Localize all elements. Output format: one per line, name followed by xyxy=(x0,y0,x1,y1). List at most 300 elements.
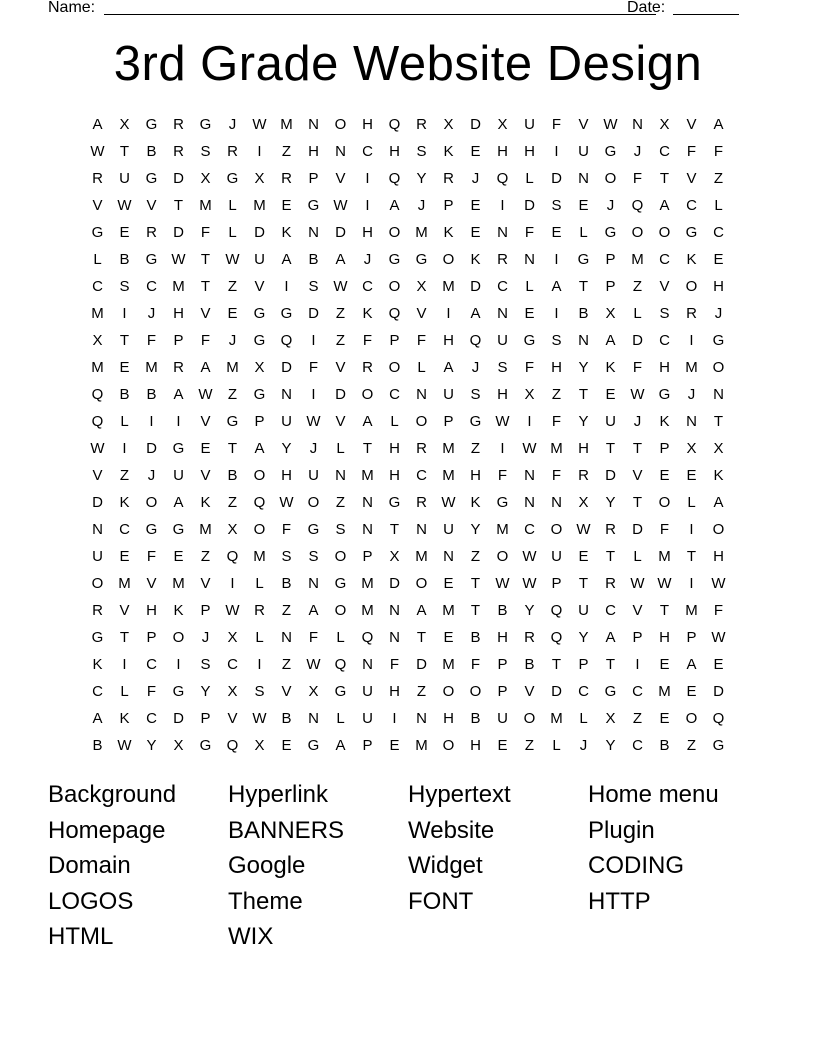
grid-letter[interactable]: K xyxy=(119,710,130,727)
grid-letter[interactable]: W xyxy=(90,143,105,160)
grid-letter[interactable]: Q xyxy=(712,710,725,727)
grid-letter[interactable]: C xyxy=(659,251,670,268)
grid-letter[interactable]: T xyxy=(173,197,184,214)
grid-letter[interactable]: X xyxy=(254,737,265,754)
grid-letter[interactable]: O xyxy=(91,575,104,592)
grid-letter[interactable]: I xyxy=(635,656,640,673)
grid-letter[interactable]: C xyxy=(146,656,157,673)
grid-letter[interactable]: F xyxy=(551,413,562,430)
grid-letter[interactable]: L xyxy=(228,197,237,214)
grid-letter[interactable]: J xyxy=(579,737,588,754)
grid-letter[interactable]: O xyxy=(685,710,698,727)
grid-letter[interactable]: O xyxy=(334,116,347,133)
grid-letter[interactable]: N xyxy=(497,224,508,241)
grid-letter[interactable]: A xyxy=(605,629,616,646)
grid-letter[interactable]: H xyxy=(362,116,373,133)
grid-letter[interactable]: V xyxy=(92,197,103,214)
grid-letter[interactable]: X xyxy=(254,170,265,187)
grid-letter[interactable]: I xyxy=(284,278,289,295)
grid-letter[interactable]: A xyxy=(389,197,400,214)
grid-letter[interactable]: R xyxy=(416,494,427,511)
grid-letter[interactable]: N xyxy=(551,494,562,511)
grid-letter[interactable]: I xyxy=(689,332,694,349)
grid-letter[interactable]: E xyxy=(173,548,184,565)
grid-letter[interactable]: I xyxy=(554,251,559,268)
grid-letter[interactable]: L xyxy=(228,224,237,241)
grid-letter[interactable]: X xyxy=(497,116,508,133)
grid-letter[interactable]: H xyxy=(497,143,508,160)
grid-letter[interactable]: H xyxy=(281,467,292,484)
grid-letter[interactable]: X xyxy=(443,116,454,133)
grid-letter[interactable]: K xyxy=(470,494,481,511)
grid-letter[interactable]: N xyxy=(524,494,535,511)
grid-letter[interactable]: N xyxy=(497,305,508,322)
grid-letter[interactable]: D xyxy=(173,710,184,727)
grid-letter[interactable]: A xyxy=(308,602,319,619)
grid-letter[interactable]: F xyxy=(470,656,481,673)
grid-letter[interactable]: D xyxy=(335,386,346,403)
grid-letter[interactable]: W xyxy=(603,116,618,133)
grid-letter[interactable]: M xyxy=(361,602,374,619)
grid-letter[interactable]: Z xyxy=(335,332,346,349)
grid-letter[interactable]: D xyxy=(470,116,481,133)
grid-letter[interactable]: L xyxy=(579,224,588,241)
grid-letter[interactable]: F xyxy=(281,521,292,538)
grid-letter[interactable]: Z xyxy=(227,494,238,511)
grid-letter[interactable]: Z xyxy=(335,305,346,322)
grid-letter[interactable]: X xyxy=(713,440,724,457)
grid-letter[interactable]: H xyxy=(362,224,373,241)
grid-letter[interactable]: N xyxy=(92,521,103,538)
grid-letter[interactable]: Y xyxy=(200,683,211,700)
grid-letter[interactable]: M xyxy=(199,197,212,214)
grid-letter[interactable]: O xyxy=(334,602,347,619)
grid-letter[interactable]: U xyxy=(173,467,184,484)
grid-letter[interactable]: U xyxy=(578,143,589,160)
grid-letter[interactable]: W xyxy=(522,548,537,565)
grid-letter[interactable]: D xyxy=(632,332,643,349)
grid-letter[interactable]: Q xyxy=(334,656,347,673)
grid-letter[interactable]: M xyxy=(280,116,293,133)
grid-letter[interactable]: J xyxy=(714,305,723,322)
grid-letter[interactable]: V xyxy=(146,575,157,592)
grid-letter[interactable]: O xyxy=(469,683,482,700)
grid-letter[interactable]: W xyxy=(225,251,240,268)
grid-letter[interactable]: S xyxy=(200,143,211,160)
grid-letter[interactable]: S xyxy=(308,548,319,565)
grid-letter[interactable]: A xyxy=(713,116,724,133)
grid-letter[interactable]: M xyxy=(226,359,239,376)
grid-letter[interactable]: B xyxy=(524,656,535,673)
grid-letter[interactable]: T xyxy=(632,440,643,457)
grid-letter[interactable]: L xyxy=(336,710,345,727)
grid-letter[interactable]: B xyxy=(308,251,319,268)
grid-letter[interactable]: U xyxy=(497,710,508,727)
grid-letter[interactable]: F xyxy=(416,332,427,349)
grid-letter[interactable]: X xyxy=(200,170,211,187)
grid-letter[interactable]: V xyxy=(335,170,346,187)
grid-letter[interactable]: P xyxy=(443,197,454,214)
grid-letter[interactable]: B xyxy=(578,305,589,322)
grid-letter[interactable]: D xyxy=(551,683,562,700)
grid-letter[interactable]: W xyxy=(306,656,321,673)
grid-letter[interactable]: G xyxy=(577,251,590,268)
grid-letter[interactable]: M xyxy=(253,197,266,214)
grid-letter[interactable]: T xyxy=(659,602,670,619)
grid-letter[interactable]: K xyxy=(443,143,454,160)
grid-letter[interactable]: Q xyxy=(280,332,293,349)
grid-letter[interactable]: P xyxy=(497,656,508,673)
grid-letter[interactable]: Q xyxy=(91,413,104,430)
grid-letter[interactable]: T xyxy=(119,629,130,646)
grid-letter[interactable]: E xyxy=(443,575,454,592)
grid-letter[interactable]: M xyxy=(172,278,185,295)
grid-letter[interactable]: Z xyxy=(281,602,292,619)
grid-letter[interactable]: N xyxy=(308,710,319,727)
grid-letter[interactable]: G xyxy=(199,737,212,754)
grid-letter[interactable]: C xyxy=(524,521,535,538)
grid-letter[interactable]: K xyxy=(443,224,454,241)
grid-letter[interactable]: W xyxy=(252,116,267,133)
grid-letter[interactable]: H xyxy=(713,278,724,295)
grid-letter[interactable]: C xyxy=(713,224,724,241)
grid-letter[interactable]: X xyxy=(605,710,616,727)
grid-letter[interactable]: F xyxy=(713,602,724,619)
grid-letter[interactable]: D xyxy=(389,575,400,592)
grid-letter[interactable]: M xyxy=(442,656,455,673)
grid-letter[interactable]: T xyxy=(200,278,211,295)
grid-letter[interactable]: F xyxy=(362,332,373,349)
grid-letter[interactable]: X xyxy=(119,116,130,133)
grid-letter[interactable]: M xyxy=(658,683,671,700)
grid-letter[interactable]: G xyxy=(469,413,482,430)
grid-letter[interactable]: M xyxy=(361,575,374,592)
grid-letter[interactable]: O xyxy=(604,170,617,187)
grid-letter[interactable]: B xyxy=(119,251,130,268)
grid-letter[interactable]: N xyxy=(362,494,373,511)
grid-letter[interactable]: T xyxy=(416,629,427,646)
grid-letter[interactable]: O xyxy=(388,278,401,295)
date-blank-line[interactable] xyxy=(673,14,739,15)
grid-letter[interactable]: Z xyxy=(281,143,292,160)
grid-letter[interactable]: Z xyxy=(335,494,346,511)
grid-letter[interactable]: G xyxy=(253,386,266,403)
grid-letter[interactable]: V xyxy=(524,683,535,700)
grid-letter[interactable]: S xyxy=(200,656,211,673)
grid-letter[interactable]: G xyxy=(253,305,266,322)
grid-letter[interactable]: C xyxy=(92,683,103,700)
grid-letter[interactable]: I xyxy=(176,413,181,430)
grid-letter[interactable]: L xyxy=(336,440,345,457)
grid-letter[interactable]: U xyxy=(551,548,562,565)
grid-letter[interactable]: V xyxy=(200,575,211,592)
grid-letter[interactable]: G xyxy=(145,251,158,268)
grid-letter[interactable]: F xyxy=(551,467,562,484)
grid-letter[interactable]: B xyxy=(497,602,508,619)
grid-letter[interactable]: T xyxy=(200,251,211,268)
grid-letter[interactable]: S xyxy=(551,332,562,349)
grid-letter[interactable]: D xyxy=(632,521,643,538)
grid-letter[interactable]: U xyxy=(119,170,130,187)
grid-letter[interactable]: J xyxy=(228,116,237,133)
grid-letter[interactable]: J xyxy=(417,197,426,214)
grid-letter[interactable]: M xyxy=(550,440,563,457)
grid-letter[interactable]: M xyxy=(199,521,212,538)
grid-letter[interactable]: G xyxy=(145,116,158,133)
grid-letter[interactable]: Z xyxy=(632,710,643,727)
grid-letter[interactable]: M xyxy=(685,359,698,376)
grid-letter[interactable]: X xyxy=(227,521,238,538)
grid-letter[interactable]: W xyxy=(576,521,591,538)
grid-letter[interactable]: S xyxy=(119,278,130,295)
grid-letter[interactable]: P xyxy=(443,413,454,430)
grid-letter[interactable]: E xyxy=(389,737,400,754)
grid-letter[interactable]: J xyxy=(633,143,642,160)
grid-letter[interactable]: M xyxy=(442,467,455,484)
grid-letter[interactable]: N xyxy=(416,521,427,538)
grid-letter[interactable]: V xyxy=(281,683,292,700)
grid-letter[interactable]: H xyxy=(470,467,481,484)
grid-letter[interactable]: W xyxy=(333,278,348,295)
grid-letter[interactable]: L xyxy=(120,413,129,430)
grid-letter[interactable]: O xyxy=(631,224,644,241)
grid-letter[interactable]: U xyxy=(443,521,454,538)
grid-letter[interactable]: R xyxy=(254,602,265,619)
grid-letter[interactable]: G xyxy=(415,251,428,268)
grid-letter[interactable]: J xyxy=(363,251,372,268)
grid-letter[interactable]: D xyxy=(92,494,103,511)
grid-letter[interactable]: Y xyxy=(470,521,481,538)
grid-letter[interactable]: G xyxy=(604,683,617,700)
grid-letter[interactable]: H xyxy=(308,143,319,160)
grid-letter[interactable]: A xyxy=(659,197,670,214)
grid-letter[interactable]: S xyxy=(335,521,346,538)
grid-letter[interactable]: R xyxy=(173,143,184,160)
grid-letter[interactable]: H xyxy=(659,359,670,376)
grid-letter[interactable]: P xyxy=(497,683,508,700)
grid-letter[interactable]: L xyxy=(255,575,264,592)
grid-letter[interactable]: M xyxy=(442,440,455,457)
grid-letter[interactable]: T xyxy=(713,413,724,430)
grid-letter[interactable]: K xyxy=(713,467,724,484)
grid-letter[interactable]: W xyxy=(252,710,267,727)
grid-letter[interactable]: N xyxy=(389,602,400,619)
grid-letter[interactable]: V xyxy=(578,116,589,133)
grid-letter[interactable]: O xyxy=(685,278,698,295)
grid-letter[interactable]: E xyxy=(578,548,589,565)
grid-letter[interactable]: I xyxy=(311,386,316,403)
grid-letter[interactable]: M xyxy=(118,575,131,592)
grid-letter[interactable]: N xyxy=(335,143,346,160)
grid-letter[interactable]: M xyxy=(442,278,455,295)
grid-letter[interactable]: Q xyxy=(631,197,644,214)
grid-letter[interactable]: L xyxy=(633,548,642,565)
grid-letter[interactable]: C xyxy=(416,467,427,484)
grid-letter[interactable]: L xyxy=(417,359,426,376)
grid-letter[interactable]: A xyxy=(281,251,292,268)
grid-letter[interactable]: A xyxy=(605,332,616,349)
grid-letter[interactable]: I xyxy=(554,305,559,322)
grid-letter[interactable]: P xyxy=(200,710,211,727)
grid-letter[interactable]: M xyxy=(550,710,563,727)
grid-letter[interactable]: W xyxy=(117,737,132,754)
grid-letter[interactable]: Z xyxy=(227,386,238,403)
grid-letter[interactable]: A xyxy=(362,413,373,430)
grid-letter[interactable]: O xyxy=(253,521,266,538)
grid-letter[interactable]: H xyxy=(389,467,400,484)
grid-letter[interactable]: X xyxy=(686,440,697,457)
grid-letter[interactable]: E xyxy=(119,224,130,241)
grid-letter[interactable]: F xyxy=(146,683,157,700)
grid-letter[interactable]: S xyxy=(281,548,292,565)
grid-letter[interactable]: P xyxy=(146,629,157,646)
grid-letter[interactable]: A xyxy=(686,656,697,673)
grid-letter[interactable]: L xyxy=(687,494,696,511)
grid-letter[interactable]: E xyxy=(659,710,670,727)
grid-letter[interactable]: C xyxy=(632,683,643,700)
grid-letter[interactable]: C xyxy=(686,197,697,214)
grid-letter[interactable]: R xyxy=(92,602,103,619)
grid-letter[interactable]: A xyxy=(200,359,211,376)
grid-letter[interactable]: L xyxy=(525,278,534,295)
grid-letter[interactable]: W xyxy=(711,575,726,592)
grid-letter[interactable]: G xyxy=(145,521,158,538)
grid-letter[interactable]: V xyxy=(686,116,697,133)
grid-letter[interactable]: G xyxy=(712,737,725,754)
grid-letter[interactable]: N xyxy=(686,413,697,430)
grid-letter[interactable]: F xyxy=(551,116,562,133)
grid-letter[interactable]: Q xyxy=(496,170,509,187)
grid-letter[interactable]: Y xyxy=(605,737,616,754)
grid-letter[interactable]: M xyxy=(415,737,428,754)
grid-letter[interactable]: C xyxy=(632,737,643,754)
grid-letter[interactable]: N xyxy=(524,251,535,268)
grid-letter[interactable]: F xyxy=(308,629,319,646)
grid-letter[interactable]: T xyxy=(227,440,238,457)
grid-letter[interactable]: X xyxy=(659,116,670,133)
grid-letter[interactable]: X xyxy=(524,386,535,403)
grid-letter[interactable]: W xyxy=(225,602,240,619)
grid-letter[interactable]: L xyxy=(120,683,129,700)
grid-letter[interactable]: E xyxy=(686,467,697,484)
grid-letter[interactable]: S xyxy=(308,278,319,295)
grid-letter[interactable]: R xyxy=(443,170,454,187)
grid-letter[interactable]: I xyxy=(122,440,127,457)
grid-letter[interactable]: E xyxy=(281,737,292,754)
grid-letter[interactable]: O xyxy=(442,251,455,268)
grid-letter[interactable]: B xyxy=(281,710,292,727)
grid-letter[interactable]: K xyxy=(173,602,184,619)
grid-letter[interactable]: O xyxy=(172,629,185,646)
grid-letter[interactable]: G xyxy=(172,521,185,538)
grid-letter[interactable]: G xyxy=(685,224,698,241)
grid-letter[interactable]: M xyxy=(415,224,428,241)
grid-letter[interactable]: N xyxy=(308,575,319,592)
grid-letter[interactable]: X xyxy=(227,629,238,646)
grid-letter[interactable]: A xyxy=(551,278,562,295)
grid-letter[interactable]: E xyxy=(497,737,508,754)
grid-letter[interactable]: E xyxy=(524,305,535,322)
grid-letter[interactable]: V xyxy=(119,602,130,619)
grid-letter[interactable]: C xyxy=(146,278,157,295)
grid-letter[interactable]: Z xyxy=(470,440,481,457)
grid-letter[interactable]: M xyxy=(496,521,509,538)
grid-letter[interactable]: L xyxy=(255,629,264,646)
grid-letter[interactable]: D xyxy=(173,170,184,187)
grid-letter[interactable]: V xyxy=(200,467,211,484)
grid-letter[interactable]: N xyxy=(362,521,373,538)
grid-letter[interactable]: T xyxy=(119,332,130,349)
grid-letter[interactable]: R xyxy=(578,467,589,484)
grid-letter[interactable]: I xyxy=(257,143,262,160)
grid-letter[interactable]: Y xyxy=(578,413,589,430)
grid-letter[interactable]: B xyxy=(470,710,481,727)
grid-letter[interactable]: A xyxy=(92,710,103,727)
grid-letter[interactable]: W xyxy=(90,440,105,457)
grid-letter[interactable]: R xyxy=(605,575,616,592)
grid-letter[interactable]: Q xyxy=(388,170,401,187)
grid-letter[interactable]: Y xyxy=(281,440,292,457)
grid-letter[interactable]: A xyxy=(335,251,346,268)
grid-letter[interactable]: Z xyxy=(686,737,697,754)
grid-letter[interactable]: E xyxy=(713,656,724,673)
grid-letter[interactable]: G xyxy=(226,413,239,430)
grid-letter[interactable]: O xyxy=(415,575,428,592)
grid-letter[interactable]: O xyxy=(658,224,671,241)
grid-letter[interactable]: Z xyxy=(551,386,562,403)
grid-letter[interactable]: R xyxy=(146,224,157,241)
grid-letter[interactable]: Z xyxy=(227,278,238,295)
grid-letter[interactable]: V xyxy=(416,305,427,322)
grid-letter[interactable]: Z xyxy=(416,683,427,700)
grid-letter[interactable]: G xyxy=(280,305,293,322)
grid-letter[interactable]: Q xyxy=(388,305,401,322)
grid-letter[interactable]: L xyxy=(336,629,345,646)
grid-letter[interactable]: O xyxy=(442,683,455,700)
grid-letter[interactable]: M xyxy=(253,548,266,565)
grid-letter[interactable]: H xyxy=(551,359,562,376)
grid-letter[interactable]: E xyxy=(470,197,481,214)
grid-letter[interactable]: Y xyxy=(578,359,589,376)
grid-letter[interactable]: W xyxy=(333,197,348,214)
grid-letter[interactable]: J xyxy=(471,359,480,376)
grid-letter[interactable]: D xyxy=(605,467,616,484)
grid-letter[interactable]: U xyxy=(308,467,319,484)
grid-letter[interactable]: G xyxy=(604,143,617,160)
grid-letter[interactable]: L xyxy=(525,170,534,187)
grid-letter[interactable]: O xyxy=(523,710,536,727)
grid-letter[interactable]: V xyxy=(254,278,265,295)
grid-letter[interactable]: F xyxy=(713,143,724,160)
grid-letter[interactable]: T xyxy=(470,602,481,619)
grid-letter[interactable]: T xyxy=(578,386,589,403)
grid-letter[interactable]: T xyxy=(578,278,589,295)
grid-letter[interactable]: F xyxy=(146,548,157,565)
grid-letter[interactable]: E xyxy=(470,143,481,160)
grid-letter[interactable]: I xyxy=(446,305,451,322)
grid-letter[interactable]: J xyxy=(147,467,156,484)
grid-letter[interactable]: P xyxy=(308,170,319,187)
grid-letter[interactable]: Y xyxy=(416,170,427,187)
grid-letter[interactable]: A xyxy=(713,494,724,511)
grid-letter[interactable]: E xyxy=(659,656,670,673)
grid-letter[interactable]: G xyxy=(172,683,185,700)
grid-letter[interactable]: K xyxy=(686,251,697,268)
grid-letter[interactable]: I xyxy=(689,575,694,592)
grid-letter[interactable]: H xyxy=(173,305,184,322)
grid-letter[interactable]: V xyxy=(632,602,643,619)
grid-letter[interactable]: G xyxy=(496,494,509,511)
